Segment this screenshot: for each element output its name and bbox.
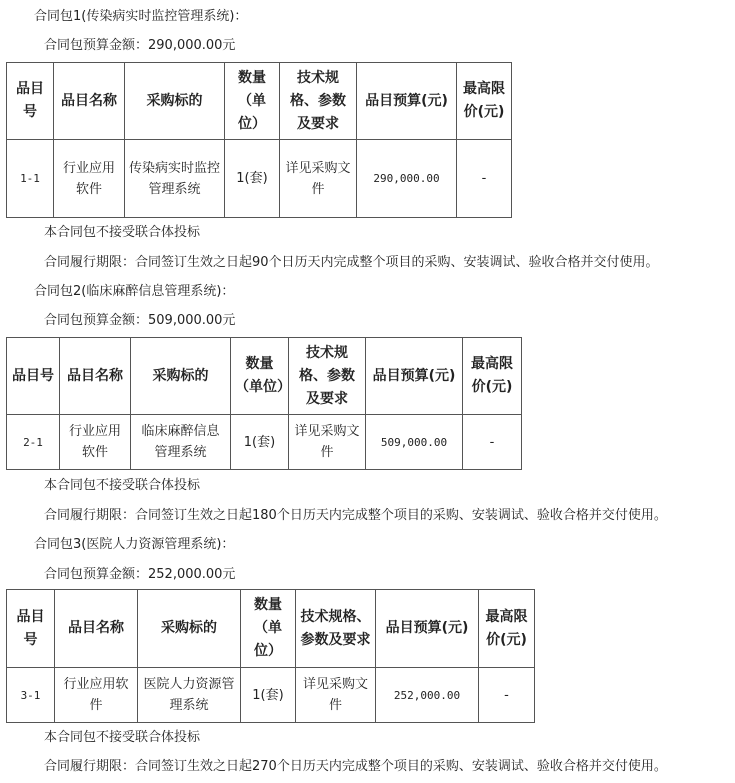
cell-quantity: 1(套) (231, 415, 289, 470)
cell-spec: 详见采购文件 (289, 415, 366, 470)
header-spec: 技术规格、参数及要求 (280, 63, 357, 140)
header-item-no: 品目号 (7, 63, 54, 140)
table-row (7, 415, 522, 470)
cell-budget: 509,000.00 (366, 415, 463, 470)
header-item-no: 品目号 (7, 590, 55, 668)
header-target: 采购标的 (131, 338, 231, 415)
package-3-budget: 合同包预算金额：252,000.00元 (44, 567, 236, 582)
package-1-table (6, 62, 512, 218)
package-2-table (6, 337, 522, 470)
table-header-row (7, 590, 535, 668)
package-1-term: 合同履行期限：合同签订生效之日起90个日历天内完成整个项目的采购、安装调试、验收合格并交付使用。 (44, 255, 659, 270)
package-3-title: 合同包3(医院人力资源管理系统)： (34, 537, 235, 552)
cell-item-name: 行业应用软件 (54, 140, 125, 218)
header-item-name: 品目名称 (60, 338, 131, 415)
package-2-term: 合同履行期限：合同签订生效之日起180个日历天内完成整个项目的采购、安装调试、验收合格并交付使用。 (44, 508, 667, 523)
cell-item-name: 行业应用软件 (60, 415, 131, 470)
table-header-row (7, 338, 522, 415)
header-item-no: 品目号 (7, 338, 60, 415)
header-target: 采购标的 (125, 63, 225, 140)
package-3-table (6, 589, 535, 723)
cell-limit: - (463, 415, 522, 470)
header-quantity: 数量（单位） (241, 590, 296, 668)
table-row (7, 140, 512, 218)
header-quantity: 数量（单位） (231, 338, 289, 415)
package-2-budget: 合同包预算金额：509,000.00元 (44, 313, 236, 328)
package-3-term: 合同履行期限：合同签订生效之日起270个日历天内完成整个项目的采购、安装调试、验收合格并交付使用。 (44, 759, 667, 774)
header-item-name: 品目名称 (55, 590, 138, 668)
package-2-title: 合同包2(临床麻醉信息管理系统)： (34, 284, 235, 299)
package-1-budget: 合同包预算金额：290,000.00元 (44, 38, 236, 53)
header-spec: 技术规格、参数及要求 (289, 338, 366, 415)
cell-spec: 详见采购文件 (296, 668, 376, 723)
header-target: 采购标的 (138, 590, 241, 668)
cell-target: 临床麻醉信息 管理系统 (131, 415, 231, 470)
cell-budget: 252,000.00 (376, 668, 479, 723)
cell-item-name: 行业应用软件 (55, 668, 138, 723)
header-budget: 品目预算(元) (366, 338, 463, 415)
header-budget: 品目预算(元) (376, 590, 479, 668)
cell-target: 医院人力资源管理系统 (138, 668, 241, 723)
cell-item-no: 1-1 (7, 140, 54, 218)
package-2-joint-note: 本合同包不接受联合体投标 (44, 478, 201, 493)
cell-limit: - (457, 140, 512, 218)
table-header-row (7, 63, 512, 140)
header-limit: 最高限价(元) (479, 590, 535, 668)
cell-quantity: 1(套) (241, 668, 296, 723)
cell-quantity: 1(套) (225, 140, 280, 218)
package-1-title: 合同包1(传染病实时监控管理系统)： (34, 9, 248, 24)
table-row (7, 668, 535, 723)
cell-target: 传染病实时监控管理系统 (125, 140, 225, 218)
cell-item-no: 3-1 (7, 668, 55, 723)
header-spec: 技术规格、参数及要求 (296, 590, 376, 668)
header-item-name: 品目名称 (54, 63, 125, 140)
cell-limit: - (479, 668, 535, 723)
package-1-joint-note: 本合同包不接受联合体投标 (44, 225, 201, 240)
package-3-joint-note: 本合同包不接受联合体投标 (44, 730, 201, 745)
cell-budget: 290,000.00 (357, 140, 457, 218)
header-limit: 最高限价(元) (463, 338, 522, 415)
header-limit: 最高限价(元) (457, 63, 512, 140)
header-quantity: 数量（单位） (225, 63, 280, 140)
header-budget: 品目预算(元) (357, 63, 457, 140)
cell-item-no: 2-1 (7, 415, 60, 470)
cell-spec: 详见采购文件 (280, 140, 357, 218)
